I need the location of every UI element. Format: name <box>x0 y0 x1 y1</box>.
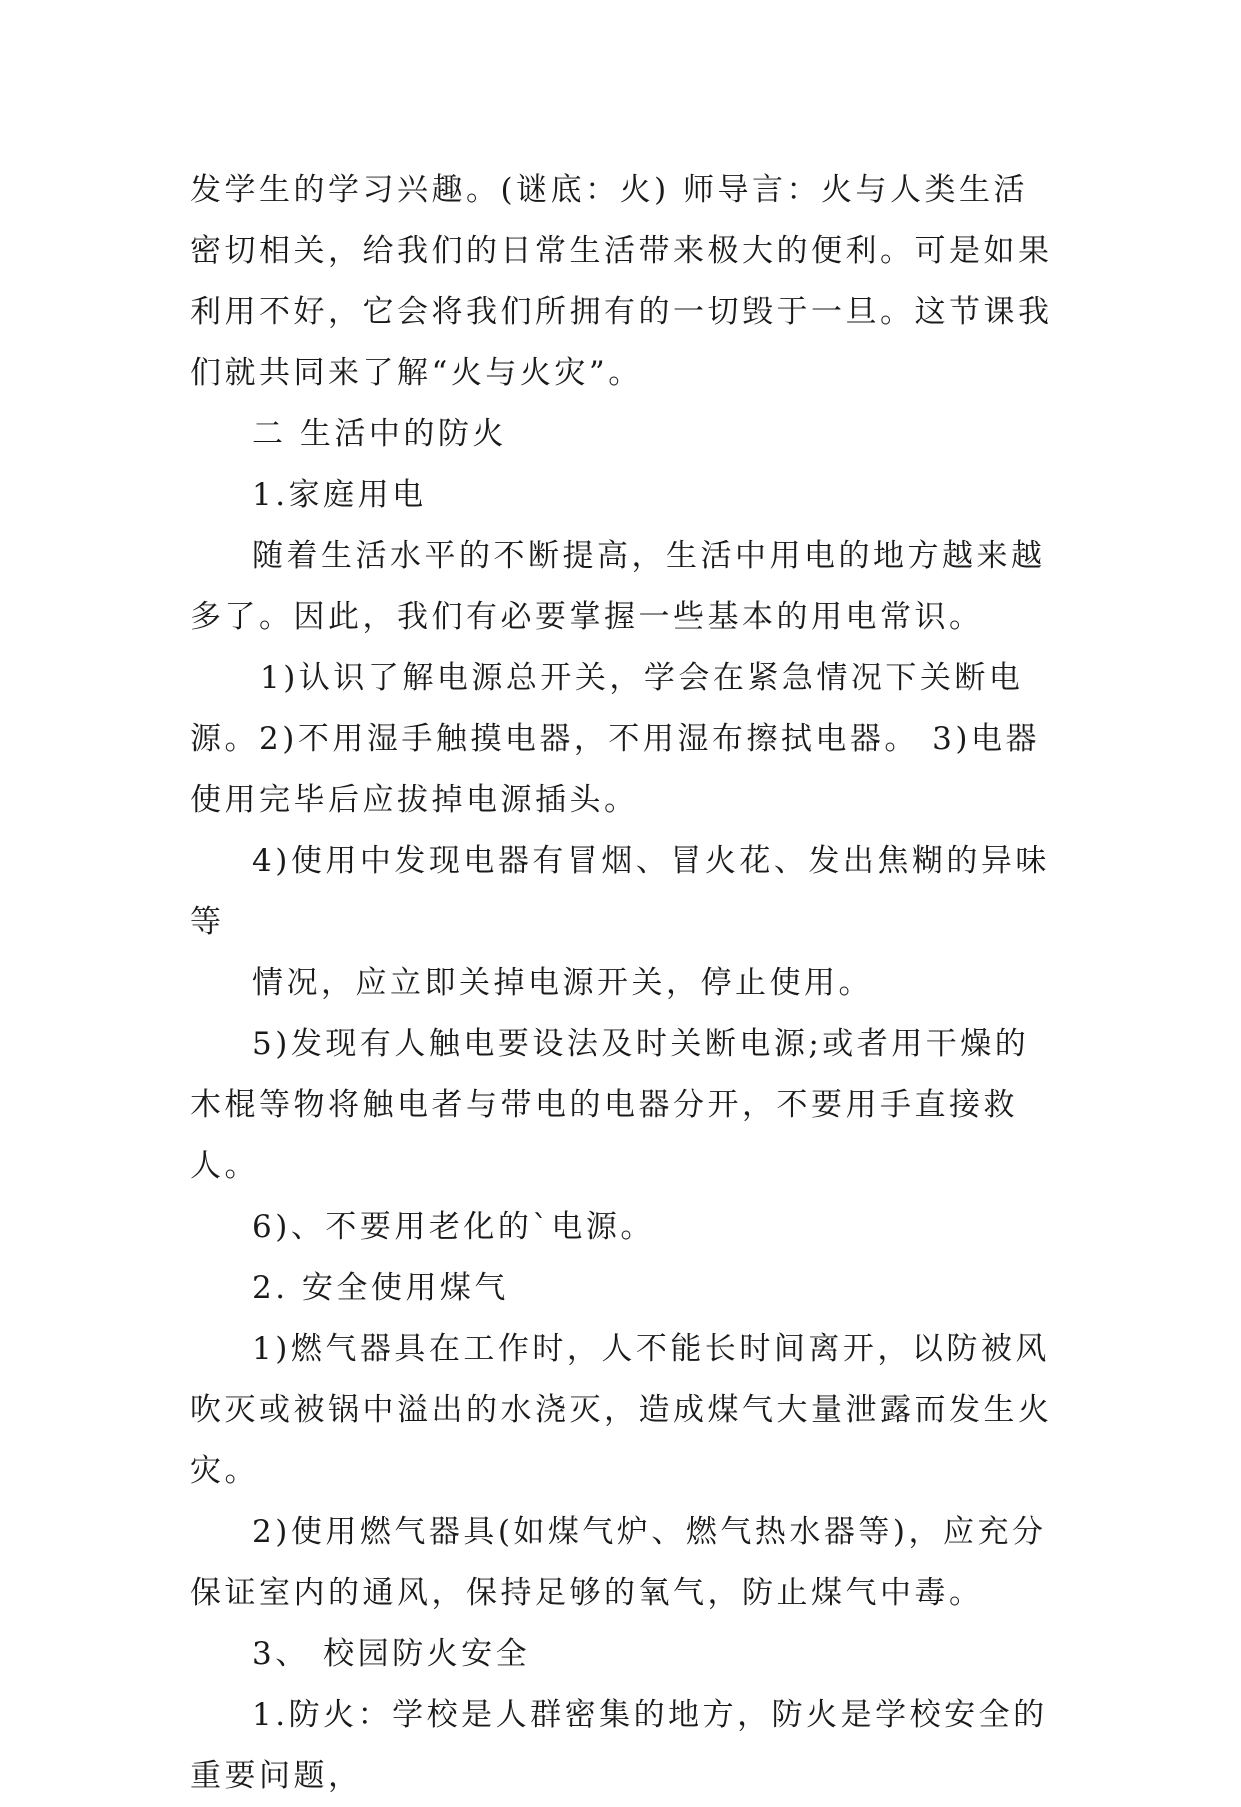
paragraph-electricity-tip-6: 6)、不要用老化的`电源。 <box>252 1209 655 1245</box>
paragraph-electricity-tip-5: 5)发现有人触电要设法及时关断电源;或者用干燥的木棍等物将触电者与带电的电器分开，不要用手直接救人。 <box>190 1026 1030 1184</box>
paragraph-electricity-tip-4: 4)使用中发现电器有冒烟、冒火花、发出焦糊的异味等 <box>190 843 1050 940</box>
paragraph-campus-fire-prevention: 1.防火：学校是人群密集的地方，防火是学校安全的重要问题， <box>190 1697 1048 1794</box>
subheading-gas-safety: 2. 安全使用煤气 <box>252 1270 509 1306</box>
section-heading-fire-prevention: 二 生活中的防火 <box>252 416 507 452</box>
paragraph-gas-tip-2: 2)使用燃气器具(如煤气炉、燃气热水器等)，应充分保证室内的通风，保持足够的氧气，防止煤气中毒。 <box>190 1514 1047 1611</box>
paragraph-electricity-intro: 随着生活水平的不断提高，生活中用电的地方越来越多了。因此，我们有必要掌握一些基本的用电常识。 <box>190 538 1046 635</box>
paragraph-electricity-tip-4-cont: 情况，应立即关掉电源开关，停止使用。 <box>252 965 873 1001</box>
document-body <box>190 160 1060 1807</box>
subheading-campus-fire-safety: 3、 校园防火安全 <box>252 1636 531 1672</box>
paragraph-intro: 发学生的学习兴趣。(谜底：火) 师导言：火与人类生活密切相关，给我们的日常生活带来极大的便利。可是如果利用不好，它会将我们所拥有的一切毁于一旦。这节课我们就共同来了解“火与火灾”。 <box>190 172 1053 391</box>
paragraph-gas-tip-1: 1)燃气器具在工作时，人不能长时间离开，以防被风吹灭或被锅中溢出的水浇灭，造成煤气大量泄露而发生火灾。 <box>190 1331 1053 1489</box>
subheading-household-electricity: 1.家庭用电 <box>252 477 427 513</box>
paragraph-electricity-tips-1-3: 1)认识了解电源总开关，学会在紧急情况下关断电源。2)不用湿手触摸电器，不用湿布擦拭电器。 3)电器使用完毕后应拔掉电源插头。 <box>190 660 1040 818</box>
